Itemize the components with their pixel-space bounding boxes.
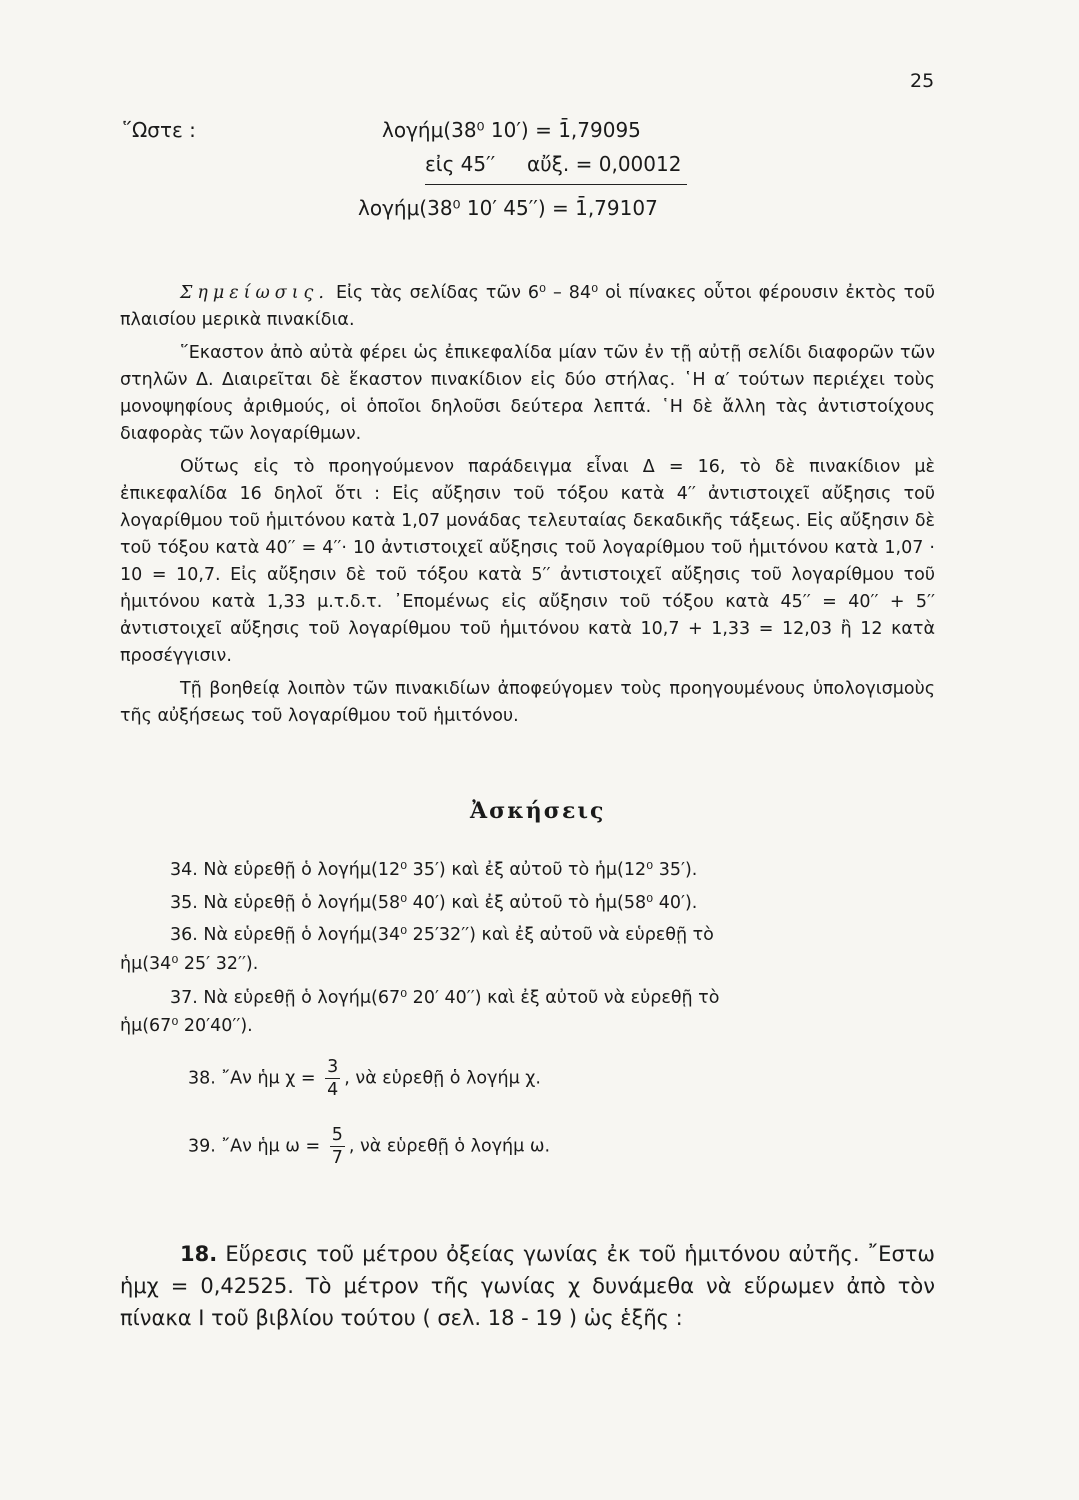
note-paragraph-4: Τῇ βοηθείᾳ λοιπὸν τῶν πινακιδίων ἀποφεύγομεν τοὺς προηγουμένους ὑπολογισμοὺς τῆς αὐξήσεως τοῦ λογαρίθμου τοῦ ἡμιτόνου.	[120, 679, 935, 726]
page-number: 25	[910, 70, 935, 92]
exercise-36-line-2: ἡμ(34⁰ 25′ 32′′).	[120, 954, 259, 974]
note-label: Σημείωσις.	[180, 283, 329, 303]
exercise-39-suffix: , νὰ εὑρεθῇ ὁ λογήμ ω.	[348, 1136, 551, 1157]
calc-lead: ῞Ωστε :	[122, 118, 196, 142]
exercise-38-fraction	[325, 1056, 340, 1101]
exercise-37-line-1: 37. Νὰ εὑρεθῇ ὁ λογήμ(67⁰ 20′ 40′′) καὶ ἐξ αὐτοῦ νὰ εὑρεθῇ τὸ	[170, 988, 720, 1008]
calc-line-3: λογήμ(38⁰ 10′ 45′′) = 1̄,79107	[358, 196, 658, 220]
exercise-39-prefix: 39. ῎Αν ἡμ ω =	[188, 1136, 321, 1157]
exercise-35: 35. Νὰ εὑρεθῇ ὁ λογήμ(58⁰ 40′) καὶ ἐξ αὐτοῦ τὸ ἡμ(58⁰ 40′).	[170, 893, 698, 913]
exercise-38-denominator: 4	[327, 1080, 339, 1100]
exercise-38-suffix: , νὰ εὑρεθῇ ὁ λογήμ χ.	[344, 1068, 541, 1089]
exercise-38-prefix: 38. ῎Αν ἡμ χ =	[188, 1068, 316, 1089]
exercise-37-line-2: ἡμ(67⁰ 20′40′′).	[120, 1016, 253, 1036]
exercise-39-denominator: 7	[331, 1148, 343, 1168]
calc-line-2b: αὔξ. = 0,00012	[527, 152, 682, 176]
note-paragraph-3: Οὕτως εἰς τὸ προηγούμενον παράδειγμα εἶναι Δ = 16, τὸ δὲ πινακίδιον μὲ ἐπικεφαλίδα 16 δηλοῖ ὅτι : Εἰς αὔξησιν τοῦ τόξου κατὰ 4′′ ἀντιστοιχεῖ αὔξησις τοῦ λογαρίθμου τοῦ ἡμιτόνου κατὰ 1,07 μονάδας τελευταίας δεκαδικῆς τάξεως. Εἰς αὔξησιν δὲ τοῦ τόξου κατὰ 40′′ = 4′′· 10 ἀντιστοιχεῖ αὔξησις τοῦ λογαρίθμου τοῦ ἡμιτόνου κατὰ 1,07 · 10 = 10,7. Εἰς αὔξησιν δὲ τοῦ τόξου κατὰ 5′′ ἀντιστοιχεῖ αὔξησις τοῦ λογαρίθμου τοῦ ἡμιτόνου κατὰ 1,33 μ.τ.δ.τ. ᾿Επομένως εἰς αὔξησιν τοῦ τόξου κατὰ 45′′ = 40′′ + 5′′ ἀντιστοιχεῖ αὔξησις τοῦ λογαρίθμου τοῦ ἡμιτόνου κατὰ 10,7 + 1,33 = 12,03 ἢ 12 κατὰ προσέγγισιν.	[120, 457, 935, 666]
note-paragraph-2: ῞Εκαστον ἀπὸ αὐτὰ φέρει ὡς ἐπικεφαλίδα μίαν τῶν ἐν τῇ αὐτῇ σελίδι διαφορῶν τῶν στηλῶν Δ. Διαιρεῖται δὲ ἕκαστον πινακίδιον εἰς δύο στήλας. ῾Η α′ τούτων περιέχει τοὺς μονοψηφίους ἀριθμούς, οἱ ὁποῖοι δηλοῦσι δεύτερα λεπτά. ῾Η δὲ ἄλλη τὰς ἀντιστοίχους διαφορὰς τῶν λογαρίθμων.	[120, 343, 935, 444]
note-block	[120, 280, 935, 730]
exercise-39-fraction	[330, 1124, 345, 1169]
section-18	[120, 1238, 935, 1334]
exercise-34: 34. Νὰ εὑρεθῇ ὁ λογήμ(12⁰ 35′) καὶ ἐξ αὐτοῦ τὸ ἡμ(12⁰ 35′).	[170, 860, 698, 880]
section-18-number: 18.	[180, 1242, 218, 1266]
exercise-36-line-1: 36. Νὰ εὑρεθῇ ὁ λογήμ(34⁰ 25′32′′) καὶ ἐξ αὐτοῦ νὰ εὑρεθῇ τὸ	[170, 925, 714, 945]
note-p1-text: Εἰς τὰς σελίδας τῶν 6⁰ – 84⁰ οἱ πίνακες οὗτοι φέρουσιν ἐκτὸς τοῦ πλαισίου μερικὰ πινακίδια.	[120, 283, 935, 330]
exercises-heading: Ἀσκήσεις	[470, 798, 606, 824]
note-paragraph-1	[120, 280, 935, 334]
section-18-paragraph	[120, 1238, 935, 1334]
exercise-38	[188, 1056, 541, 1101]
section-18-text: Εὕρεσις τοῦ μέτρου ὀξείας γωνίας ἐκ τοῦ ἡμιτόνου αὐτῆς. ῎Εστω ἡμχ = 0,42525. Τὸ μέτρον τῆς γωνίας χ δυνάμεθα νὰ εὕρωμεν ἀπὸ τὸν πίνακα Ι τοῦ βιβλίου τούτου ( σελ. 18 - 19 ) ὡς ἑξῆς :	[120, 1242, 935, 1330]
exercise-39-numerator: 5	[331, 1125, 343, 1145]
calc-line-2a: εἰς 45′′	[425, 152, 496, 176]
exercise-38-numerator: 3	[327, 1057, 339, 1077]
calc-line-1: λογήμ(38⁰ 10′) = 1̄,79095	[382, 118, 641, 142]
exercise-39	[188, 1124, 550, 1169]
calc-rule	[425, 184, 687, 185]
